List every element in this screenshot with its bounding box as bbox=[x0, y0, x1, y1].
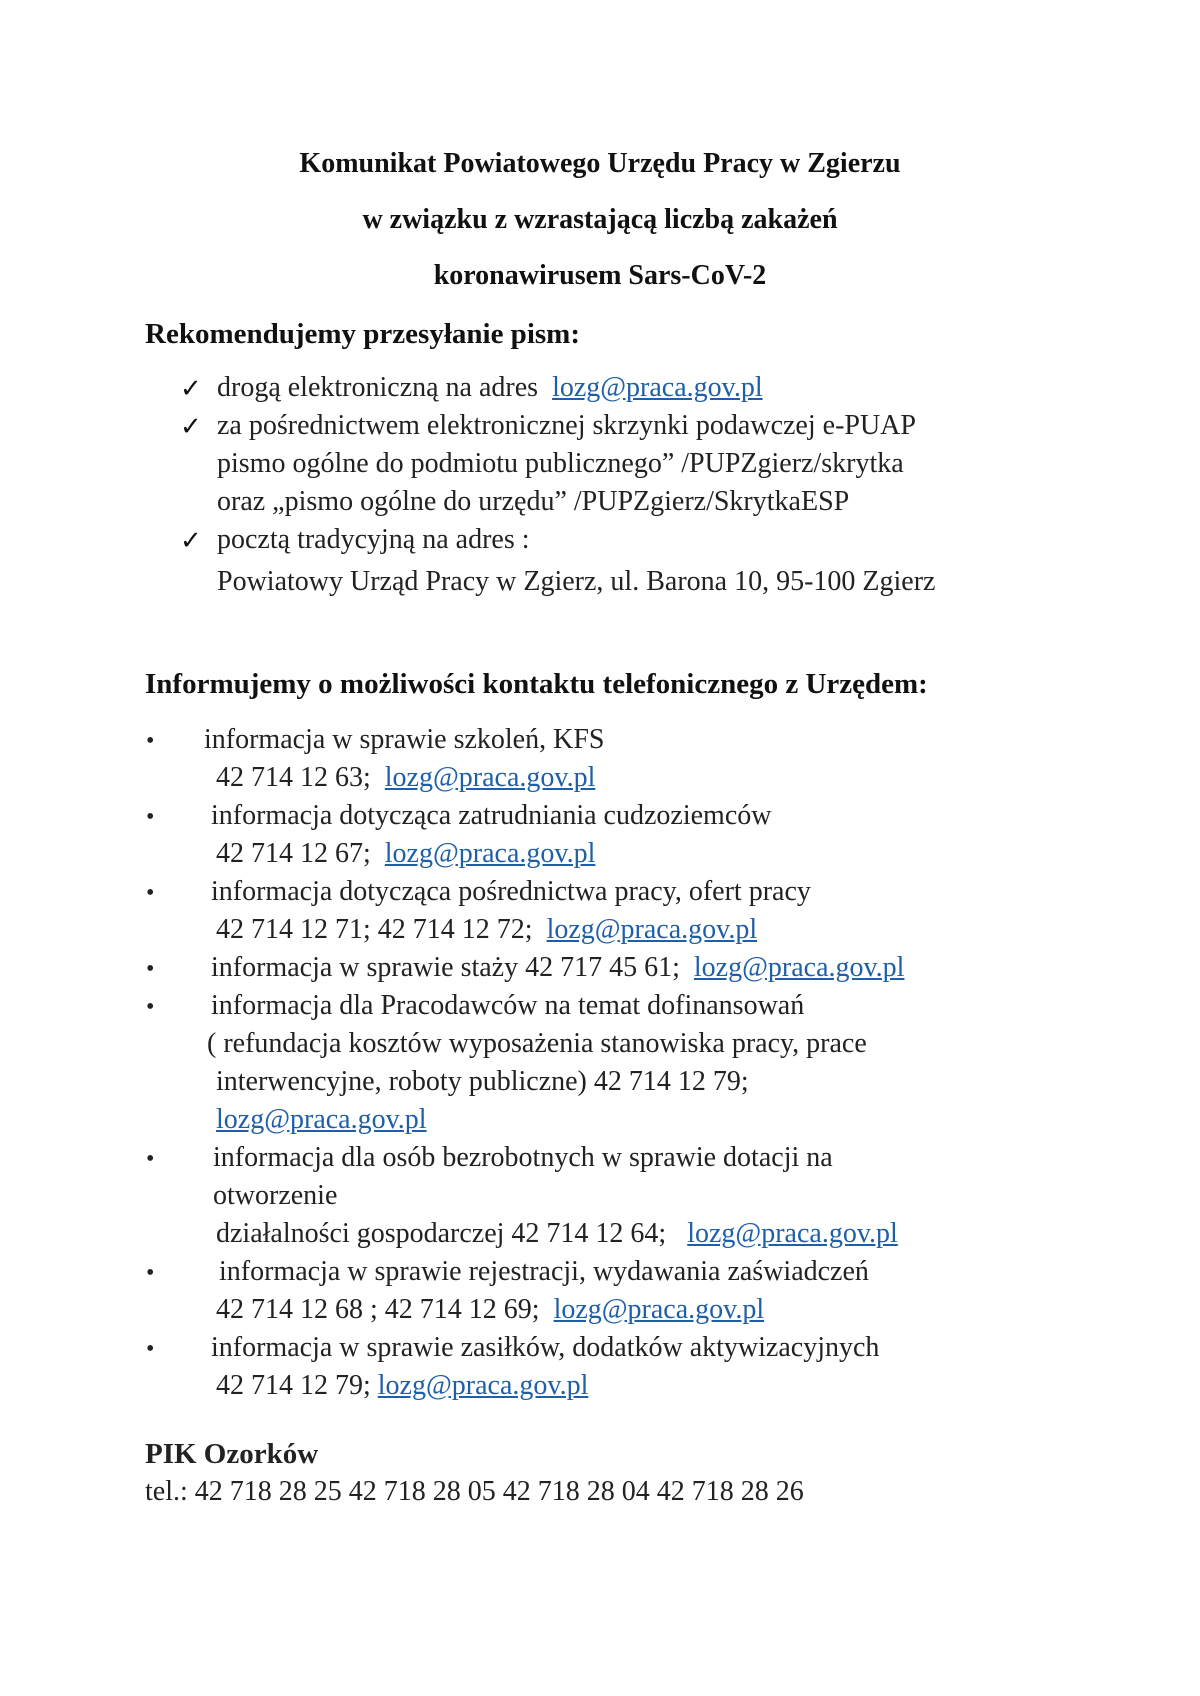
bullet-icon: • bbox=[146, 728, 155, 754]
email-link[interactable]: lozg@praca.gov.pl bbox=[687, 1218, 898, 1249]
email-link[interactable]: lozg@praca.gov.pl bbox=[553, 1294, 765, 1325]
bullet-icon: • bbox=[146, 1146, 155, 1172]
email-link[interactable]: lozg@praca.gov.pl bbox=[384, 838, 596, 869]
contact-item-4-label: informacja w sprawie staży 42 717 45 61; bbox=[211, 952, 680, 983]
contact-item-1-label: informacja w sprawie szkoleń, KFS bbox=[204, 724, 605, 755]
check-icon: ✓ bbox=[180, 374, 202, 403]
contact-item-5-line-3: interwencyjne, roboty publiczne) 42 714 12 79; bbox=[216, 1066, 749, 1097]
contact-item-4-row bbox=[211, 952, 904, 984]
contact-item-3-phone-row bbox=[216, 914, 757, 946]
recommend-item-3-line-1: pocztą tradycyjną na adres : bbox=[217, 524, 530, 555]
contact-item-6-line-2: otworzenie bbox=[213, 1180, 338, 1211]
contact-item-6-phone: działalności gospodarczej 42 714 12 64; bbox=[216, 1218, 667, 1249]
recommend-heading: Rekomendujemy przesyłanie pism: bbox=[145, 318, 580, 350]
contact-item-7-phone: 42 714 12 68 ; 42 714 12 69; bbox=[216, 1294, 540, 1325]
email-link[interactable]: lozg@praca.gov.pl bbox=[693, 952, 905, 983]
check-icon: ✓ bbox=[180, 412, 202, 441]
contact-item-5-line-1: informacja dla Pracodawców na temat dofinansowań bbox=[211, 990, 805, 1021]
email-link[interactable]: lozg@praca.gov.pl bbox=[216, 1104, 427, 1135]
bullet-icon: • bbox=[146, 994, 155, 1020]
contact-item-3-label: informacja dotycząca pośrednictwa pracy, ofert pracy bbox=[211, 876, 811, 907]
pik-phones: tel.: 42 718 28 25 42 718 28 05 42 718 28 04 42 718 28 26 bbox=[145, 1476, 804, 1507]
recommend-item-2-line-2: pismo ogólne do podmiotu publicznego” /PUPZgierz/skrytka bbox=[217, 448, 904, 479]
title-line-2: w związku z wzrastającą liczbą zakażeń bbox=[362, 204, 838, 235]
check-icon: ✓ bbox=[180, 526, 202, 555]
pik-heading: PIK Ozorków bbox=[145, 1438, 319, 1470]
bullet-icon: • bbox=[146, 1260, 155, 1286]
contact-item-7-label: informacja w sprawie rejestracji, wydawania zaświadczeń bbox=[219, 1256, 869, 1287]
contact-item-2-phone: 42 714 12 67; bbox=[216, 838, 371, 869]
title-line-3: koronawirusem Sars-CoV-2 bbox=[433, 260, 767, 291]
bullet-icon: • bbox=[146, 956, 155, 982]
recommend-item-1-text: drogą elektroniczną na adres bbox=[217, 372, 539, 403]
bullet-icon: • bbox=[146, 1336, 155, 1362]
contact-item-7-phone-row bbox=[216, 1294, 764, 1326]
contact-item-6-line-1: informacja dla osób bezrobotnych w sprawie dotacji na bbox=[213, 1142, 833, 1173]
bullet-icon: • bbox=[146, 804, 155, 830]
title-line-1: Komunikat Powiatowego Urzędu Pracy w Zgierzu bbox=[299, 148, 901, 179]
contact-item-3-phone: 42 714 12 71; 42 714 12 72; bbox=[216, 914, 533, 945]
contact-item-6-line-3 bbox=[216, 1218, 898, 1250]
contact-item-2-phone-row bbox=[216, 838, 595, 870]
contact-item-1-phone: 42 714 12 63; bbox=[216, 762, 371, 793]
recommend-item-2-line-1: za pośrednictwem elektronicznej skrzynki podawczej e-PUAP bbox=[217, 410, 916, 441]
contact-item-5-email-row bbox=[216, 1104, 427, 1136]
email-link[interactable]: lozg@praca.gov.pl bbox=[377, 1370, 589, 1401]
contact-item-8-label: informacja w sprawie zasiłków, dodatków aktywizacyjnych bbox=[211, 1332, 880, 1363]
recommend-item-3-line-2: Powiatowy Urząd Pracy w Zgierz, ul. Barona 10, 95-100 Zgierz bbox=[217, 566, 936, 597]
email-link[interactable]: lozg@praca.gov.pl bbox=[546, 914, 758, 945]
contact-item-1-phone-row bbox=[216, 762, 595, 794]
contact-item-2-label: informacja dotycząca zatrudniania cudzoziemców bbox=[211, 800, 772, 831]
contact-item-5-line-2: ( refundacja kosztów wyposażenia stanowiska pracy, prace bbox=[207, 1028, 867, 1059]
contact-item-8-phone: 42 714 12 79; bbox=[216, 1370, 371, 1401]
email-link[interactable]: lozg@praca.gov.pl bbox=[552, 372, 763, 403]
contact-heading: Informujemy o możliwości kontaktu telefonicznego z Urzędem: bbox=[145, 668, 928, 700]
recommend-item-2-line-3: oraz „pismo ogólne do urzędu” /PUPZgierz/SkrytkaESP bbox=[217, 486, 850, 517]
bullet-icon: • bbox=[146, 880, 155, 906]
email-link[interactable]: lozg@praca.gov.pl bbox=[384, 762, 596, 793]
contact-item-8-phone-row bbox=[216, 1370, 588, 1402]
recommend-item-1 bbox=[217, 372, 763, 404]
